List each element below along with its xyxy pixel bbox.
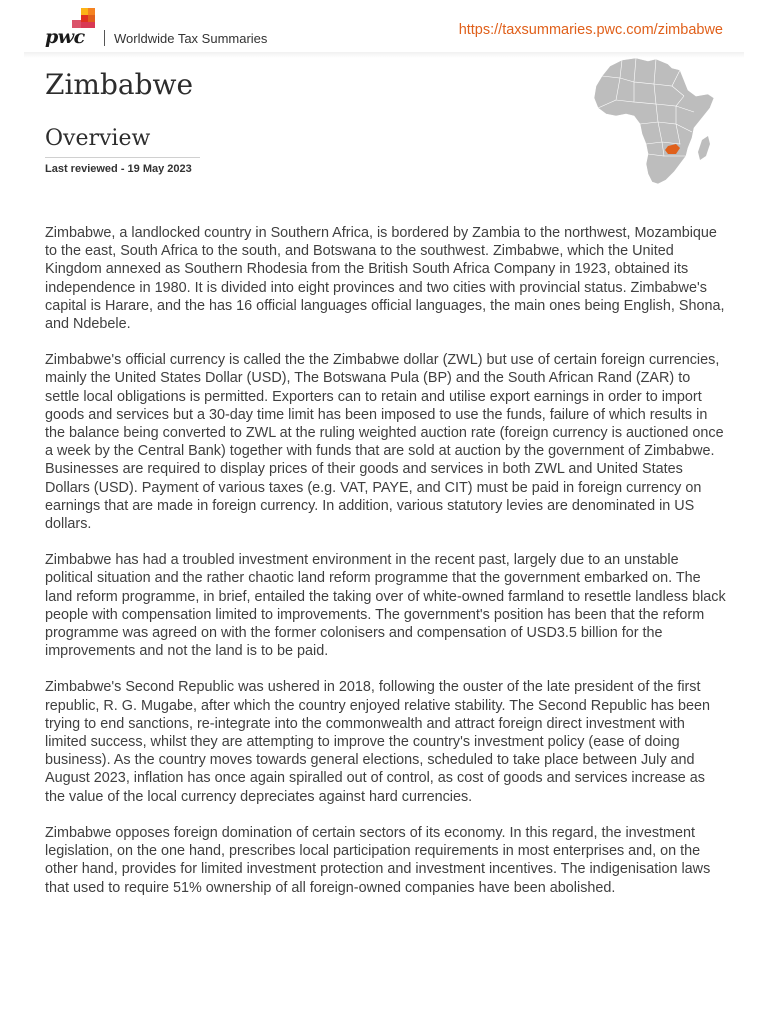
site-name[interactable]: Worldwide Tax Summaries: [114, 31, 268, 46]
last-reviewed-date: Last reviewed - 19 May 2023: [45, 163, 192, 175]
paragraph-currency: Zimbabwe's official currency is called the the Zimbabwe dollar (ZWL) but use of certain foreign currencies, mainly the United States Dollar (USD), The Botswana Pula (BP) and the South African Rand (ZAR) to settle local obligations is permitted. Exporters can to retain and utilise export earnings in order to import goods and services but a 30-day time limit has been imposed to use the funds, failure of which results in the balance being converted to ZWL at the ruling weighted auction rate (foreign currency is auctioned once a week by the Central Bank) together with funds that are sold at auction by the government of Zimbabwe. Businesses are required to display prices of their goods and services in both ZWL and United States Dollars (USD). Payment of various taxes (e.g. VAT, PAYE, and CIT) must be paid in foreign currency on earnings that are made in foreign currency. In addition, various statutory levies are denominated in US dollars.: [45, 352, 724, 533]
section-title: Overview: [45, 126, 151, 151]
country-title: Zimbabwe: [45, 68, 194, 101]
paragraph-investment-environment: Zimbabwe has had a troubled investment environment in the recent past, largely due to an unstable political situation and the rather chaotic land reform programme that the government embarked on. The land reform programme, in brief, entailed the taking over of white-owned farmland to resettle landless black people with compensation limited to improvements. The government's position has been that the reform programme was agreed on with the former colonisers and compensation of USD3.5 billion for the improvements and not the land is to be paid.: [45, 552, 726, 660]
header-divider: [104, 30, 105, 46]
paragraph-second-republic: Zimbabwe's Second Republic was ushered in 2018, following the ouster of the late president of the first republic, R. G. Mugabe, after which the country enjoyed relative stability. The Second Republic has been trying to end sanctions, re-integrate into the commonwealth and attract foreign direct investment with limited success, whilst they are attempting to improve the country's investment policy (ease of doing business). As the country moves towards general elections, scheduled to take place between July and August 2023, inflation has once again spiralled out of control, as cost of goods and services increase as the value of the local currency depreciates against hard currencies.: [45, 679, 711, 805]
article-body: [45, 224, 727, 915]
pwc-logo-text: pwc: [45, 26, 85, 48]
pwc-logo[interactable]: [45, 8, 101, 50]
paragraph-foreign-domination: Zimbabwe opposes foreign domination of certain sectors of its economy. In this regard, the investment legislation, on the one hand, prescribes local participation requirements in most enterprises and, on the other hand, provides for limited investment protection and investment incentives. The indigenisation laws that used to require 51% ownership of all foreign-owned companies have been abolished.: [45, 824, 711, 896]
africa-map-icon: [576, 56, 726, 188]
paragraph-geography: Zimbabwe, a landlocked country in Southern Africa, is bordered by Zambia to the northwest, Mozambique to the east, South Africa to the south, and Botswana to the southwest. Zimbabwe, which the United Kingdom annexed as Southern Rhodesia from the British South Africa Company in 1923, obtained its independence in 1980. It is divided into eight provinces and two cities with provincial status. Zimbabwe's capital is Harare, and the has 16 official languages official languages, the main ones being English, Shona, and Ndebele.: [45, 225, 725, 333]
page-url-link[interactable]: https://taxsummaries.pwc.com/zimbabwe: [458, 22, 723, 38]
madagascar: [698, 136, 710, 160]
section-divider: [45, 157, 200, 158]
page-header: [0, 0, 768, 54]
